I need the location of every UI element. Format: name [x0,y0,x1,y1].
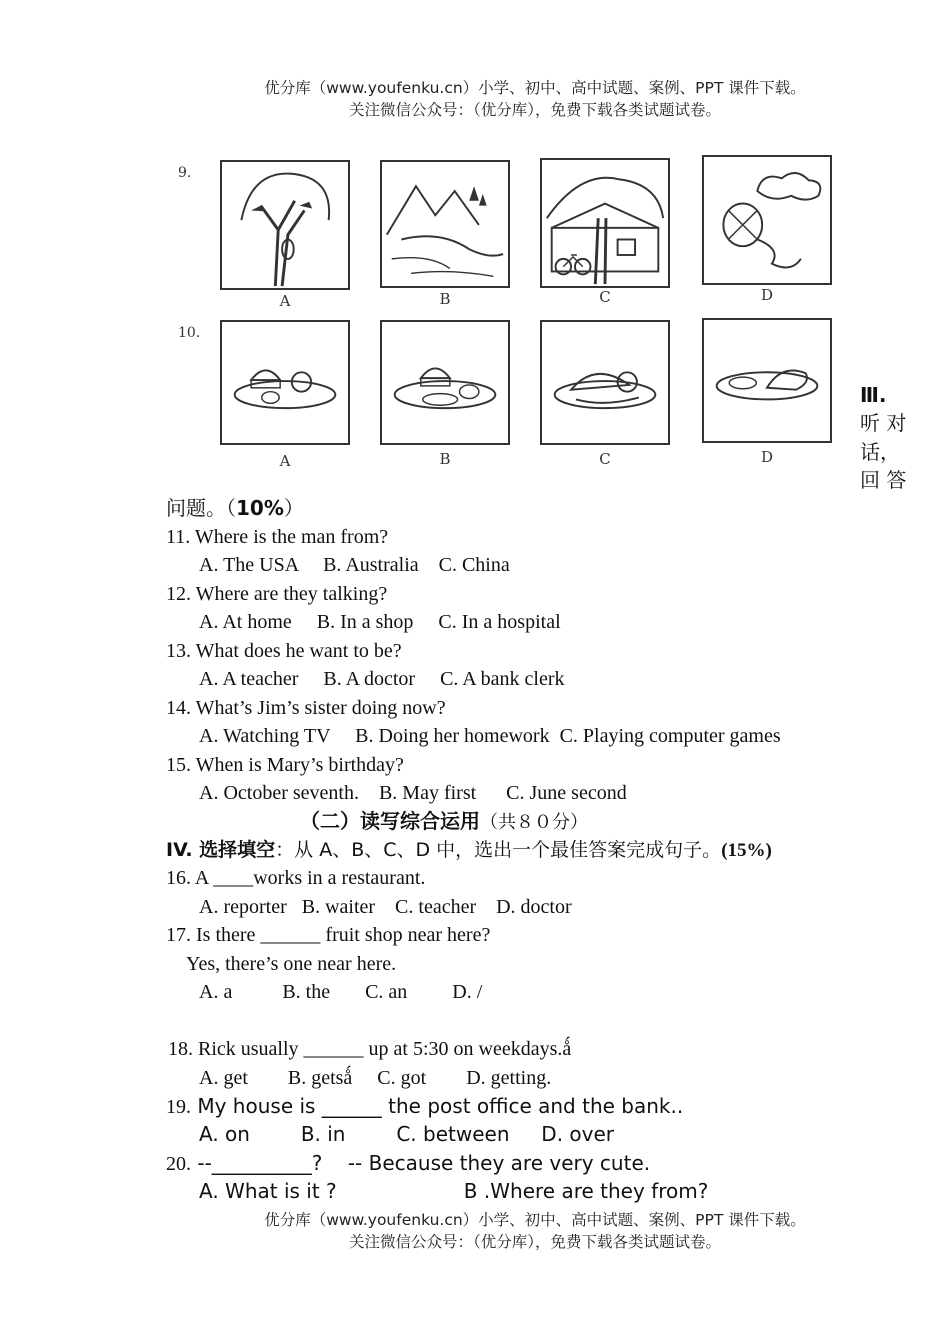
q14-options: A. Watching TV B. Doing her homework C. Playing computer games [199,725,781,747]
header [0,77,950,121]
q10-picture-c-bread-apple-banana [540,320,670,445]
q10-picture-a-burger-apple-eggs [220,320,350,445]
q13-options: A. A teacher B. A doctor C. A bank clerk [199,668,565,690]
section3-close: ） [283,496,304,520]
q10-letter-a: A [279,452,291,470]
section3-side-line-2: 话， [860,440,900,464]
q20-options: A. What is it ? B .Where are they from? [199,1179,709,1203]
section3-side-line-1: 听 对 [860,411,907,435]
q15-options: A. October seventh. B. May first C. June second [199,782,627,804]
q19-number: 19. [166,1096,191,1118]
part2-score: （共８０分） [480,812,588,833]
q9-picture-a-tree-birds [220,160,350,290]
q19-text: My house is ______ the post office and the bank.. [191,1094,684,1118]
q16-question: 16. A ____works in a restaurant. [166,867,426,889]
section3-roman: Ⅲ. [860,383,887,407]
section3-side-line-3: 回 答 [860,468,907,492]
q19-options: A. on B. in C. between D. over [199,1122,615,1146]
q9-letter-d: D [760,286,774,304]
section3-title-text: 问题。（ [166,496,236,520]
q14-question: 14. What’s Jim’s sister doing now? [166,697,446,719]
q9-picture-c-house-bicycle [540,158,670,288]
q20-number: 20. [166,1153,191,1175]
q10-letter-d: D [760,448,774,466]
q20-text: --__________? -- Because they are very cute. [191,1151,651,1175]
q9-letter-c: C [599,288,611,306]
q13-question: 13. What does he want to be? [166,640,402,662]
q18-question: 18. Rick usually ______ up at 5:30 on weekdays.ǻ [168,1038,572,1060]
q15-question: 15. When is Mary’s birthday? [166,754,404,776]
section3-percent: 10% [236,496,284,520]
q16-options: A. reporter B. waiter C. teacher D. doctor [199,896,572,918]
q10-letter-b: B [439,450,451,468]
footer-line-1: 优分库（www.youfenku.cn）小学、初中、高中试题、案例、PPT 课件下载。 [264,1211,806,1229]
q11-options: A. The USA B. Australia C. China [199,554,510,576]
section4-instruction: ：从 A、B、C、D 中，选出一个最佳答案完成句子。 [275,839,722,861]
q9-picture-d-kite-clouds [702,155,832,285]
q17-reply: Yes, there’s one near here. [186,953,397,975]
section4-percent: (15%) [721,840,772,861]
q12-question: 12. Where are they talking? [166,583,388,605]
q9-label: 9. [178,165,192,181]
q10-letter-c: C [599,450,611,468]
section4-heading [166,836,772,865]
header-line-2: 关注微信公众号：（优分库），免费下载各类试题试卷。 [348,101,721,119]
header-line-1: 优分库（www.youfenku.cn）小学、初中、高中试题、案例、PPT 课件下载。 [264,79,806,97]
q9-letter-a: A [279,292,291,310]
q9-picture-b-mountain-river [380,160,510,288]
part2-heading [300,807,588,837]
q10-label: 10. [178,325,201,341]
footer [0,1209,950,1253]
q10-picture-b-burger-bread-eggs [380,320,510,445]
q12-options: A. At home B. In a shop C. In a hospital [199,611,561,633]
q10-picture-d-chicken-plate [702,318,832,443]
q20-question [166,1149,650,1178]
q11-question: 11. Where is the man from? [166,526,389,548]
footer-line-2: 关注微信公众号：（优分库），免费下载各类试题试卷。 [348,1233,721,1251]
part2-title: （二）读写综合运用 [300,809,480,833]
section3-title [166,494,304,522]
section4-label: IV. 选择填空 [166,839,276,861]
q19-question [166,1092,683,1121]
q18-options: A. get B. getsǻ C. got D. getting. [199,1067,552,1089]
q9-letter-b: B [439,290,451,308]
q17-options: A. a B. the C. an D. / [199,981,483,1003]
q17-question: 17. Is there ______ fruit shop near here? [166,924,491,946]
